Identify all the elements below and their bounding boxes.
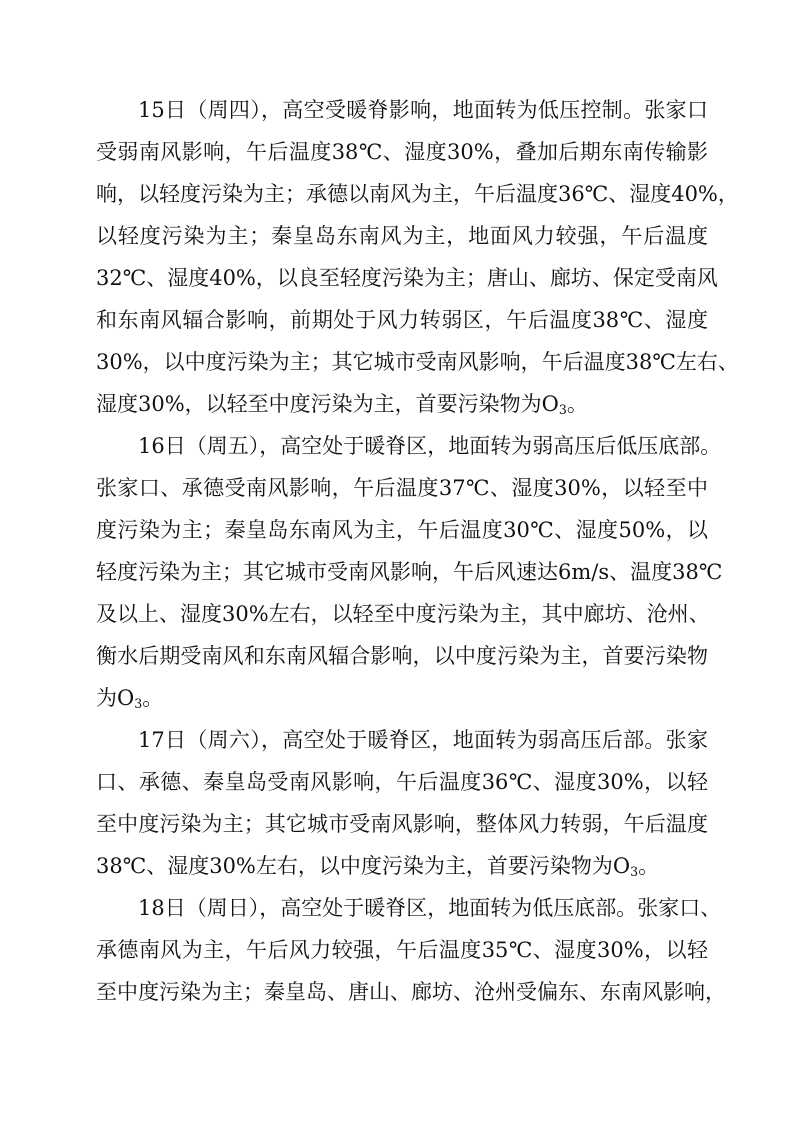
ozone-subscript: 3 <box>630 864 639 880</box>
sentence-end: 。 <box>638 854 660 878</box>
ozone-subscript: 3 <box>558 402 567 418</box>
paragraph-17-line <box>96 846 708 886</box>
paragraph-15-line <box>96 384 708 424</box>
paragraph-16-line: 16日（周五），高空处于暖脊区，地面转为弱高压后低压底部。 <box>138 434 722 458</box>
paragraph-18-line: 至中度污染为主；秦皇岛、唐山、廊坊、沧州受偏东、东南风影响， <box>96 980 726 1004</box>
paragraph-17-line: 17日（周六），高空处于暖脊区，地面转为弱高压后部。张家 <box>138 728 708 752</box>
paragraph-16-line: 衡水后期受南风和东南风辐合影响，以中度污染为主，首要污染物 <box>96 644 708 668</box>
paragraph-16-line: 及以上、湿度30%左右，以轻至中度污染为主，其中廊坊、沧州、 <box>96 602 710 626</box>
paragraph-15-line: 15日（周四），高空受暖脊影响，地面转为低压控制。张家口 <box>138 98 708 122</box>
paragraph-18-line: 承德南风为主，午后风力较强，午后温度35℃、湿度30%，以轻 <box>96 938 708 962</box>
paragraph-15-last-text: 湿度30%，以轻至中度污染为主，首要污染物为O <box>96 392 559 416</box>
sentence-end: 。 <box>142 686 164 710</box>
paragraph-15-line: 以轻度污染为主；秦皇岛东南风为主，地面风力较强，午后温度 <box>96 224 708 248</box>
paragraph-18-line: 18日（周日），高空处于暖脊区，地面转为低压底部。张家口、 <box>138 896 722 920</box>
paragraph-16-last-text: 为O <box>96 686 135 710</box>
ozone-subscript: 3 <box>134 696 143 712</box>
paragraph-17-last-text: 38℃、湿度30%左右，以中度污染为主，首要污染物为O <box>96 854 631 878</box>
paragraph-15-line: 响，以轻度污染为主；承德以南风为主，午后温度36℃、湿度40%， <box>96 182 739 206</box>
paragraph-15-line: 受弱南风影响，午后温度38℃、湿度30%，叠加后期东南传输影 <box>96 140 708 164</box>
paragraph-16-line: 张家口、承德受南风影响，午后温度37℃、湿度30%，以轻至中 <box>96 476 708 500</box>
sentence-end: 。 <box>566 392 588 416</box>
paragraph-15-line: 32℃、湿度40%，以良至轻度污染为主；唐山、廊坊、保定受南风 <box>96 266 718 290</box>
paragraph-15-line: 和东南风辐合影响，前期处于风力转弱区，午后温度38℃、湿度 <box>96 308 708 332</box>
paragraph-16-line: 度污染为主；秦皇岛东南风为主，午后温度30℃、湿度50%，以 <box>96 518 708 542</box>
paragraph-16-line: 轻度污染为主；其它城市受南风影响，午后风速达6m/s、温度38℃ <box>96 560 723 584</box>
paragraph-15-line: 30%，以中度污染为主；其它城市受南风影响，午后温度38℃左右、 <box>96 350 739 374</box>
paragraph-17-line: 口、承德、秦皇岛受南风影响，午后温度36℃、湿度30%，以轻 <box>96 770 708 794</box>
paragraph-16-line <box>96 678 708 718</box>
paragraph-17-line: 至中度污染为主；其它城市受南风影响，整体风力转弱，午后温度 <box>96 812 708 836</box>
